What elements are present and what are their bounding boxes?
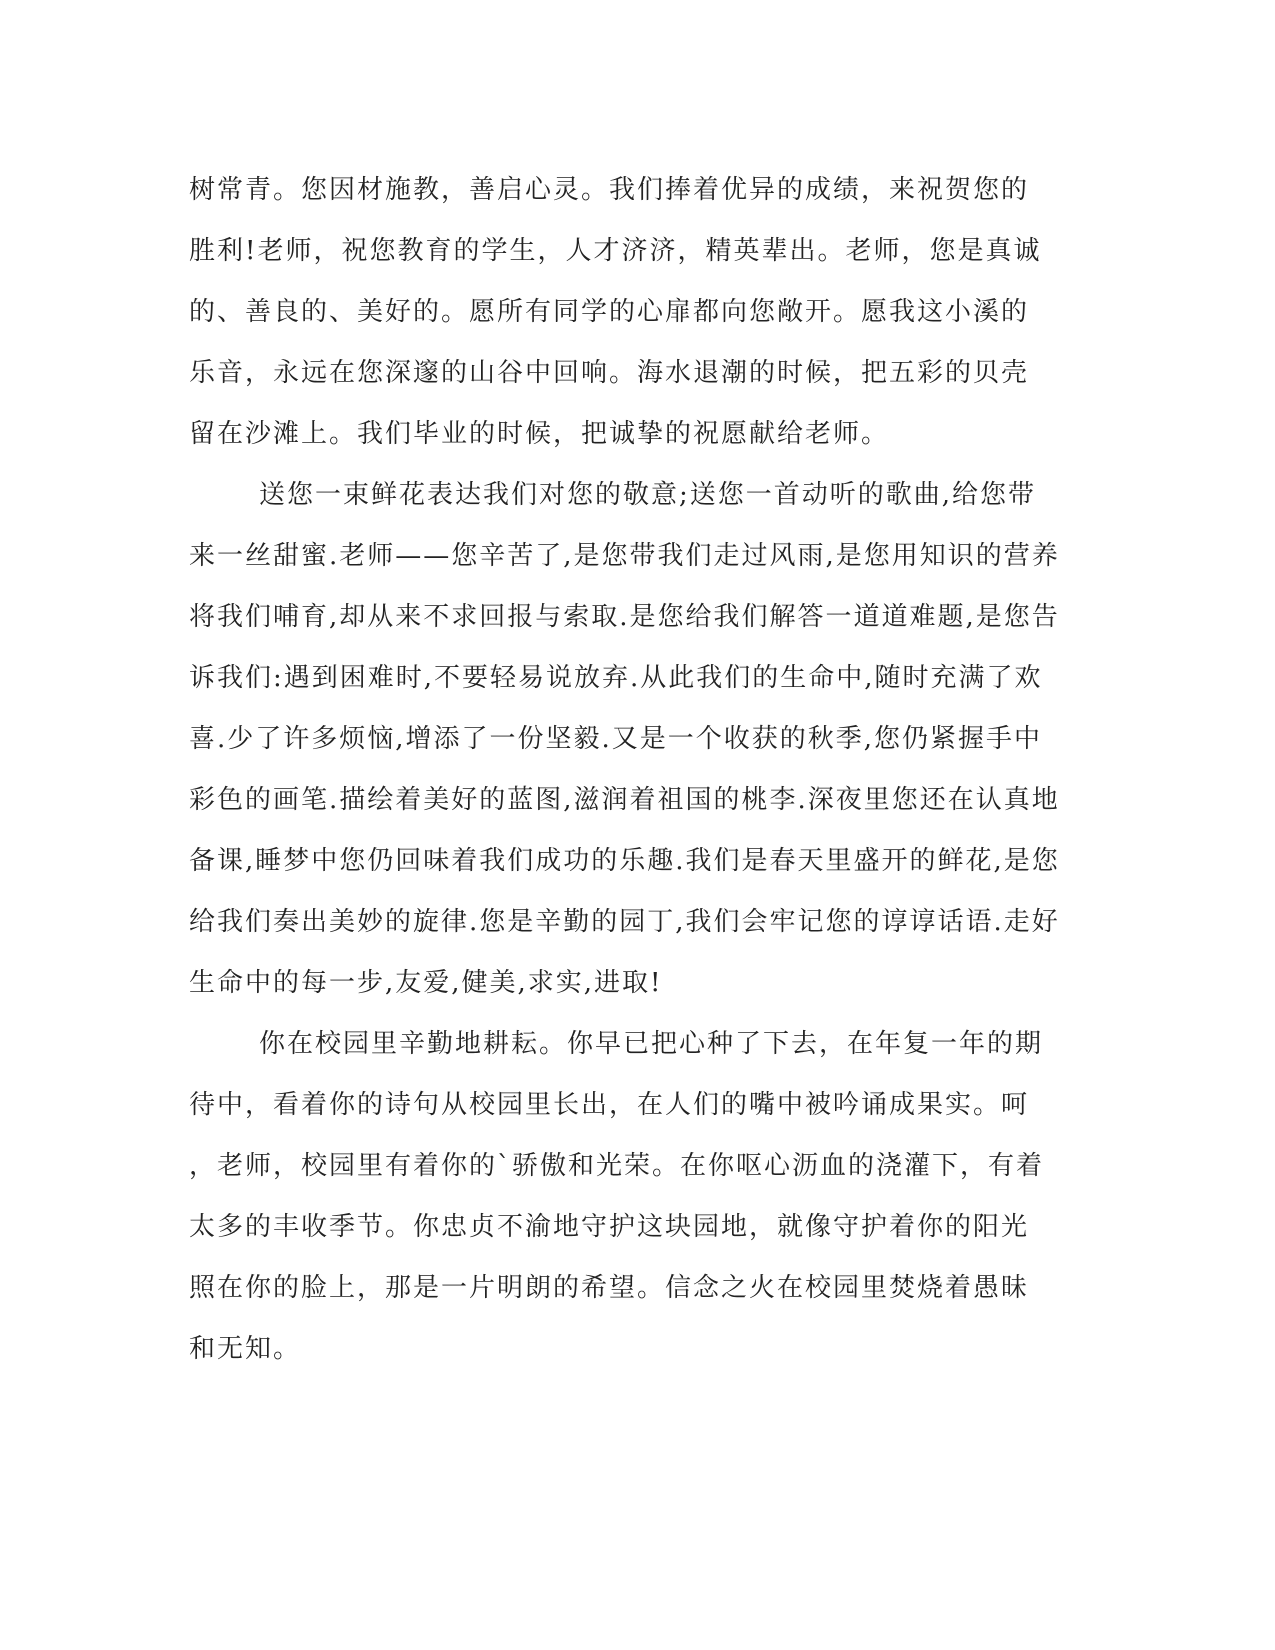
document-body <box>189 160 1089 1380</box>
text-line: 太多的丰收季节。你忠贞不渝地守护这块园地，就像守护着你的阳光 <box>189 1212 1030 1242</box>
text-line: 留在沙滩上。我们毕业的时候，把诚挚的祝愿献给老师。 <box>189 419 890 449</box>
text-line: 胜利!老师，祝您教育的学生，人才济济，精英辈出。老师，您是真诚 <box>189 236 1042 266</box>
text-line: 来一丝甜蜜.老师——您辛苦了,是您带我们走过风雨,是您用知识的营养 <box>189 541 1060 571</box>
text-line: 照在你的脸上，那是一片明朗的希望。信念之火在校园里焚烧着愚昧 <box>189 1273 1030 1303</box>
text-line: ，老师，校园里有着你的`骄傲和光荣。在你呕心沥血的浇灌下，有着 <box>189 1151 1045 1181</box>
text-line: 树常青。您因材施教，善启心灵。我们捧着优异的成绩，来祝贺您的 <box>189 175 1030 205</box>
paragraph-1 <box>189 160 1089 465</box>
text-line: 乐音，永远在您深邃的山谷中回响。海水退潮的时候，把五彩的贝壳 <box>189 358 1030 388</box>
text-line: 喜.少了许多烦恼,增添了一份坚毅.又是一个收获的秋季,您仍紧握手中 <box>189 724 1043 754</box>
text-line: 生命中的每一步,友爱,健美,求实,进取! <box>189 968 663 998</box>
text-line: 彩色的画笔.描绘着美好的蓝图,滋润着祖国的桃李.深夜里您还在认真地 <box>189 785 1060 815</box>
text-line: 备课,睡梦中您仍回味着我们成功的乐趣.我们是春天里盛开的鲜花,是您 <box>189 846 1060 876</box>
text-line: 将我们哺育,却从来不求回报与索取.是您给我们解答一道道难题,是您告 <box>189 602 1060 632</box>
text-line: 送您一束鲜花表达我们对您的敬意;送您一首动听的歌曲,给您带 <box>259 480 1037 510</box>
paragraph-2 <box>189 465 1089 1014</box>
text-line: 待中，看着你的诗句从校园里长出，在人们的嘴中被吟诵成果实。呵 <box>189 1090 1030 1120</box>
text-line: 诉我们:遇到困难时,不要轻易说放弃.从此我们的生命中,随时充满了欢 <box>189 663 1043 693</box>
text-line: 给我们奏出美妙的旋律.您是辛勤的园丁,我们会牢记您的谆谆话语.走好 <box>189 907 1060 937</box>
paragraph-3 <box>189 1014 1089 1380</box>
text-line: 你在校园里辛勤地耕耘。你早已把心种了下去，在年复一年的期 <box>259 1029 1044 1059</box>
text-line: 和无知。 <box>189 1334 302 1364</box>
text-line: 的、善良的、美好的。愿所有同学的心扉都向您敞开。愿我这小溪的 <box>189 297 1030 327</box>
